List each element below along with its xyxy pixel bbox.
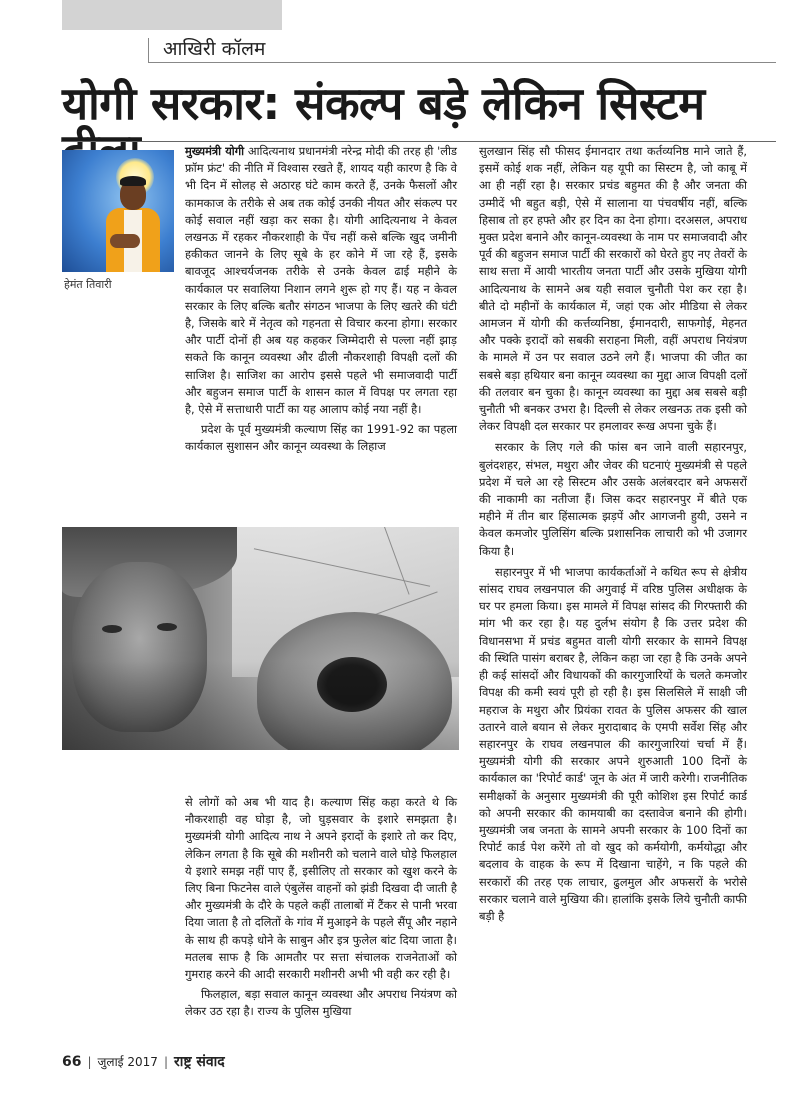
- article-paragraph: सहारनपुर में भी भाजपा कार्यकर्ताओं ने कथित रूप से क्षेत्रीय सांसद राघव लखनपाल की अगुवाई में वरिष्ठ पुलिस अधीक्षक के घर पर हमला किया। इस मामले में विपक्ष सांसद की गिरफ्तारी की मांग भी कर रहा है। यह दुर्लभ संयोग है कि उत्तर प्रदेश की विधानसभा में प्रचंड बहुमत वाली योगी सरकार के सामने विपक्ष की स्थिति पासंग बराबर है, लेकिन कहा जा रहा है कि उनके अपने ही कई सांसदों और विधायकों की कारगुजारियों के चलते कमजोर विपक्ष की कमी स्वयं पूरी हो रही है। इस सिलसिले में साक्षी जी महराज के मथुरा और प्रियंका रावत के पुलिस अफसर की खाल उतारने वाले बयान से लेकर मुरादाबाद के एमपी सर्वेश सिंह और सहारनपुर के राघव लखनपाल की कारगुजारियां चर्चा में हैं। मुख्यमंत्री योगी की सरकार अपने शुरुआती 100 दिनों के कार्यकाल का 'रिपोर्ट कार्ड' जून के अंत में जारी करेगी। राजनीतिक समीक्षकों के अनुसार मुख्यमंत्री की पूरी कोशिश इस रिपोर्ट कार्ड को अपनी सरकार की कामयाबी का दस्तावेज बनाने की होगी। मुख्यमंत्री जब जनता के सामने अपनी सरकार के 100 दिनों का रिपोर्ट कार्ड पेश करेंगे तो वो खुद को कर्मयोगी, कर्मयोद्धा और बदलाव के वाहक के रूप में दिखाना चाहेंगे, न कि पहले की सरकारों की तरह एक लाचार, ढुलमुल और अफसरों के भरोसे सरकार चलाने वाले मुखिया की। हालांकि इसके लिये चुनौती काफी बड़ी है: [479, 564, 747, 923]
- article-column-3: [479, 143, 747, 929]
- article-paragraph: से लोगों को अब भी याद है। कल्याण सिंह कहा करते थे कि नौकरशाही वह घोड़ा है, जो घुड़सवार के इशारे समझता है। मुख्यमंत्री योगी आदित्य नाथ ने अपने इरादों के इशारे तो कर दिए, लेकिन लगता है कि सूबे की मशीनरी को चलाने वाले घोड़े फिलहाल ये इशारे समझ नहीं पाए हैं, इसीलिए तो सरकार को खुश करने के लिए बिना फिटनेस वाले एंबुलेंस वाहनों को झंडी दिखवा दी जाती है और मुख्यमंत्री के दौरे के पहले कहीं तालाबों में टैंकर से पानी भरवा दिया जाता है तो दलितों के गांव में मुआइने के पहले सैंपू और नहाने के साथ ही कपड़े धोने के साबुन और इत्र फुलेल बांट दिया जाता है। मतलब साफ है कि आमतौर पर सत्ता संचालक राजनेताओं को गुमराह करने की आदी सरकारी मशीनरी अभी भी वही कर रही है।: [185, 795, 457, 982]
- page-footer: [62, 1052, 225, 1071]
- article-paragraph: फिलहाल, बड़ा सवाल कानून व्यवस्था और अपराध नियंत्रण को लेकर उठ रहा है। राज्य के पुलिस मुखिया: [185, 987, 457, 1019]
- section-divider-tick: [148, 38, 149, 62]
- magazine-name: राष्ट्र संवाद: [173, 1054, 225, 1070]
- article-column-1: [185, 143, 457, 459]
- top-grey-bar: [62, 0, 282, 30]
- author-photo: [62, 150, 174, 272]
- news-photo: [62, 527, 459, 750]
- article-headline: योगी सरकार: संकल्प बड़े लेकिन सिस्टम: [62, 77, 705, 130]
- article-column-2: [185, 794, 457, 1024]
- section-title: आखिरी कॉलम: [163, 38, 266, 60]
- author-name: हेमंत तिवारी: [64, 278, 112, 291]
- lead-words: मुख्यमंत्री योगी: [185, 144, 245, 158]
- footer-separator: |: [87, 1054, 92, 1069]
- article-paragraph: प्रदेश के पूर्व मुख्यमंत्री कल्याण सिंह का 1991-92 का पहला कार्यकाल सुशासन और कानून व्यवस्था के लिहाज: [185, 422, 457, 454]
- footer-separator: |: [163, 1054, 168, 1069]
- article-paragraph: सरकार के लिए गले की फांस बन जाने वाली सहारनपुर, बुलंदशहर, संभल, मथुरा और जेवर की घटनाएं मुख्यमंत्री से पहले प्रदेश में चले आ रहे सिस्टम और उसके अलंबरदार बने अफसरों की नाकामी का नतीजा हैं। जिस कदर सहारनपुर में बीते एक महीने में तीन बार हिंसात्मक झड़पें और आगजनी हुयी, उसने न केवल कमजोर पुलिसिंग बल्कि प्रशासनिक लाचारी को भी उजागर किया है।: [479, 440, 747, 558]
- section-rule: [148, 62, 776, 63]
- headline-rule: [62, 141, 776, 142]
- article-paragraph: सुलखान सिंह सौ फीसद ईमानदार तथा कर्तव्यनिष्ठ माने जाते हैं, इसमें कोई शक नहीं, लेकिन यह यूपी का सिस्टम है, जो काबू में आ ही नहीं रहा है। सरकार प्रचंड बहुमत की है और जनता की उम्मीदें भी बहुत बड़ी, ऐसे में सालाना या पंचवर्षीय नहीं, बल्कि हिसाब तो हर हफ्ते और हर दिन का देना होगा। दरअसल, अपराध मुक्त प्रदेश बनाने और कानून-व्यवस्था के नाम पर समाजवादी और पूर्व की बहुजन समाज पार्टी की सरकारों को घेरते हुए नए तेवरों के साथ सत्ता में आयी भारतीय जनता पार्टी और उसके मुखिया योगी आदित्यनाथ के सामने अब यही सवाल चुनौती पेश कर रहा है। बीते दो महीनों के कार्यकाल में, जहां एक ओर मीडिया से लेकर आमजन में योगी की कर्त्तव्यनिष्ठा, ईमानदारी, साफगोई, मेहनत और पक्के इरादों को सबकी सराहना मिली, वहीं अपराध नियंत्रण के मामले में उन पर सवाल उठने लगे हैं। भाजपा की जीत का सबसे बड़ा हथियार बना कानून व्यवस्था का मुद्दा आज विपक्षी दलों की तलवार बन चुका है। कानून व्यवस्था का मुद्दा अब सबसे बड़ी चुनौती भी बनकर उभरा है। दिल्ली से लेकर लखनऊ तक इसी को लेकर विपक्षी दल सरकार पर हमलावर रूख अपना चुके हैं।: [479, 144, 747, 434]
- article-paragraph: मुख्यमंत्री योगी आदित्यनाथ प्रधानमंत्री नरेन्द्र मोदी की तरह ही 'लीड फ्रॉम फ्रंट' की नीति में विश्वास रखते हैं, शायद यही कारण है कि वे भी दिन में सोलह से अठारह घंटे काम करते हैं, उनके फैसलों और कामकाज के तरीके से अब तक कोई उनकी नीयत और संकल्प पर कोई सवाल नहीं खड़ा कर सका है। योगी आदित्यनाथ ने केवल लखनऊ में रहकर नौकरशाही के पेंच नहीं कसे बल्कि खुद जमीनी हकीकत जानने के लिए सूबे के हर कोने में जा रहे हैं, इसके बावजूद आश्चर्यजनक तरीके से उनके केवल ढाई महीने के कार्यकाल पर सवालिया निशान लगने शुरू हो गए हैं। यह न केवल सरकार के लिए बल्कि बतौर संगठन भाजपा के लिए खतरे की घंटी है, जिसके बारे में नेतृत्व को गहनता से विचार करना होगा। सरकार और पार्टी दोनों ही अब यह कहकर जिम्मेदारी से पल्ला नहीं झाड़ सकते कि कानून व्यवस्था और ढीली नौकरशाही विपक्षी दलों की साजिश है। साजिश का आरोप इससे पहले भी समाजवादी पार्टी और बहुजन समाज पार्टी के शासन काल में विपक्ष पर लगता रहा है, ऐसे में सत्ताधारी पार्टी का यह आलाप कोई नया नहीं है।: [185, 144, 457, 417]
- page-number: 66: [62, 1053, 82, 1070]
- issue-date: जुलाई 2017: [97, 1055, 158, 1069]
